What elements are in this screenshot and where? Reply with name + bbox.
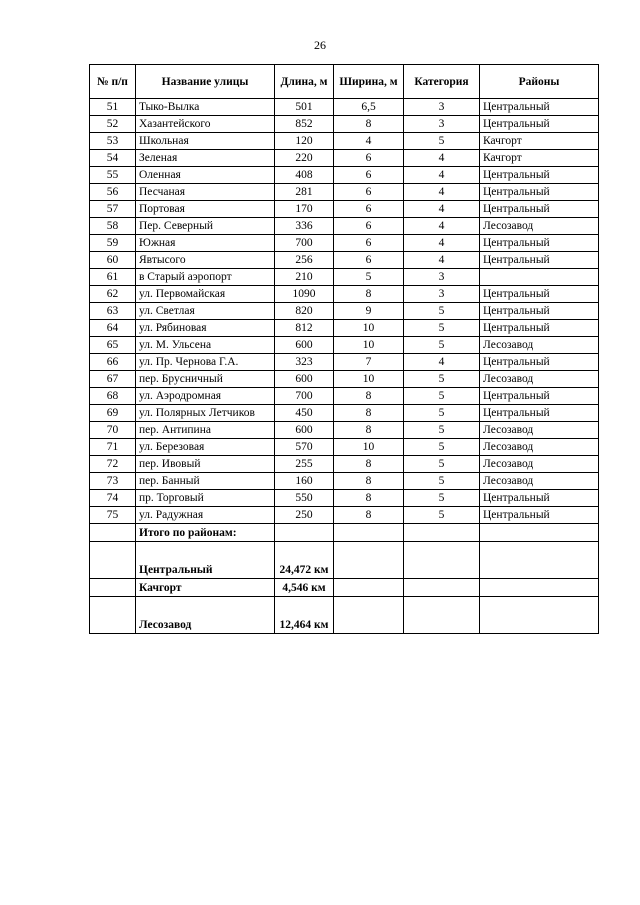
- summary-length: 24,472 км: [275, 542, 334, 579]
- cell-district: Качгорт: [480, 150, 599, 167]
- empty-cell: [334, 579, 404, 597]
- table-row: [90, 507, 599, 524]
- cell-category: 5: [404, 320, 480, 337]
- cell-district: Лесозавод: [480, 439, 599, 456]
- cell-street-name: ул. Пр. Чернова Г.А.: [136, 354, 275, 371]
- cell-length: 256: [275, 252, 334, 269]
- cell-number: 63: [90, 303, 136, 320]
- empty-cell: [480, 597, 599, 634]
- table-row: [90, 167, 599, 184]
- empty-cell: [404, 597, 480, 634]
- cell-width: 6: [334, 201, 404, 218]
- cell-length: 600: [275, 422, 334, 439]
- cell-length: 170: [275, 201, 334, 218]
- cell-number: 64: [90, 320, 136, 337]
- table-header-row: [90, 65, 599, 99]
- cell-width: 4: [334, 133, 404, 150]
- cell-number: 52: [90, 116, 136, 133]
- cell-district: Лесозавод: [480, 218, 599, 235]
- table-row: [90, 320, 599, 337]
- empty-cell: [404, 542, 480, 579]
- cell-district: Лесозавод: [480, 456, 599, 473]
- cell-street-name: ул. Первомайская: [136, 286, 275, 303]
- cell-street-name: Хазантейского: [136, 116, 275, 133]
- cell-number: 54: [90, 150, 136, 167]
- cell-district: Центральный: [480, 184, 599, 201]
- cell-number: 66: [90, 354, 136, 371]
- cell-category: 4: [404, 252, 480, 269]
- cell-width: 8: [334, 456, 404, 473]
- cell-width: 8: [334, 286, 404, 303]
- table-row: [90, 303, 599, 320]
- table-row: [90, 456, 599, 473]
- cell-number: 69: [90, 405, 136, 422]
- table-row: [90, 150, 599, 167]
- cell-category: 5: [404, 456, 480, 473]
- cell-length: 336: [275, 218, 334, 235]
- cell-category: 5: [404, 422, 480, 439]
- cell-category: 5: [404, 371, 480, 388]
- table-row: [90, 354, 599, 371]
- cell-district: Центральный: [480, 490, 599, 507]
- table-row: [90, 422, 599, 439]
- cell-district: Лесозавод: [480, 422, 599, 439]
- header-street-name: Название улицы: [136, 65, 275, 99]
- cell-length: 160: [275, 473, 334, 490]
- cell-width: 10: [334, 320, 404, 337]
- cell-district: Качгорт: [480, 133, 599, 150]
- summary-title: Итого по районам:: [136, 524, 275, 542]
- cell-width: 8: [334, 473, 404, 490]
- empty-cell: [90, 597, 136, 634]
- cell-length: 408: [275, 167, 334, 184]
- cell-width: 8: [334, 388, 404, 405]
- empty-cell: [334, 597, 404, 634]
- cell-district: Центральный: [480, 99, 599, 116]
- table-row: [90, 218, 599, 235]
- cell-number: 73: [90, 473, 136, 490]
- cell-width: 8: [334, 422, 404, 439]
- cell-category: 4: [404, 150, 480, 167]
- streets-table: [89, 64, 599, 634]
- summary-row: [90, 597, 599, 634]
- cell-width: 6: [334, 252, 404, 269]
- table-row: [90, 337, 599, 354]
- table-row: [90, 201, 599, 218]
- summary-row: [90, 579, 599, 597]
- cell-length: 700: [275, 388, 334, 405]
- cell-district: Центральный: [480, 116, 599, 133]
- cell-width: 10: [334, 371, 404, 388]
- cell-street-name: ул. Радужная: [136, 507, 275, 524]
- cell-district: Центральный: [480, 354, 599, 371]
- summary-district: Центральный: [136, 542, 275, 579]
- cell-length: 700: [275, 235, 334, 252]
- empty-cell: [334, 524, 404, 542]
- cell-width: 8: [334, 405, 404, 422]
- cell-number: 57: [90, 201, 136, 218]
- cell-street-name: Зеленая: [136, 150, 275, 167]
- cell-street-name: Тыко-Вылка: [136, 99, 275, 116]
- summary-length: 12,464 км: [275, 597, 334, 634]
- table-row: [90, 286, 599, 303]
- cell-category: 5: [404, 337, 480, 354]
- cell-district: Лесозавод: [480, 337, 599, 354]
- cell-street-name: ул. М. Ульсена: [136, 337, 275, 354]
- empty-cell: [480, 542, 599, 579]
- cell-width: 7: [334, 354, 404, 371]
- empty-cell: [480, 524, 599, 542]
- cell-street-name: ул. Светлая: [136, 303, 275, 320]
- cell-width: 8: [334, 116, 404, 133]
- table-row: [90, 269, 599, 286]
- cell-district: Центральный: [480, 201, 599, 218]
- table-row: [90, 184, 599, 201]
- header-category: Категория: [404, 65, 480, 99]
- cell-number: 62: [90, 286, 136, 303]
- empty-cell: [480, 579, 599, 597]
- cell-length: 1090: [275, 286, 334, 303]
- cell-length: 210: [275, 269, 334, 286]
- cell-length: 812: [275, 320, 334, 337]
- summary-length: 4,546 км: [275, 579, 334, 597]
- cell-street-name: пер. Брусничный: [136, 371, 275, 388]
- cell-length: 570: [275, 439, 334, 456]
- table-row: [90, 473, 599, 490]
- cell-number: 53: [90, 133, 136, 150]
- cell-district: Центральный: [480, 303, 599, 320]
- cell-number: 67: [90, 371, 136, 388]
- cell-width: 6,5: [334, 99, 404, 116]
- cell-number: 75: [90, 507, 136, 524]
- cell-street-name: пер. Банный: [136, 473, 275, 490]
- cell-length: 281: [275, 184, 334, 201]
- cell-length: 120: [275, 133, 334, 150]
- table-row: [90, 490, 599, 507]
- cell-category: 5: [404, 507, 480, 524]
- cell-number: 59: [90, 235, 136, 252]
- table-row: [90, 235, 599, 252]
- cell-district: Центральный: [480, 405, 599, 422]
- cell-width: 6: [334, 150, 404, 167]
- cell-district: Центральный: [480, 320, 599, 337]
- cell-width: 8: [334, 490, 404, 507]
- cell-street-name: Оленная: [136, 167, 275, 184]
- table-body: [90, 99, 599, 634]
- cell-width: 6: [334, 218, 404, 235]
- cell-district: Лесозавод: [480, 473, 599, 490]
- cell-street-name: пер. Антипина: [136, 422, 275, 439]
- cell-length: 250: [275, 507, 334, 524]
- empty-cell: [90, 579, 136, 597]
- cell-street-name: в Старый аэропорт: [136, 269, 275, 286]
- cell-length: 501: [275, 99, 334, 116]
- cell-category: 3: [404, 286, 480, 303]
- cell-length: 255: [275, 456, 334, 473]
- cell-street-name: Южная: [136, 235, 275, 252]
- cell-district: Лесозавод: [480, 371, 599, 388]
- cell-category: 5: [404, 133, 480, 150]
- cell-length: 600: [275, 337, 334, 354]
- cell-number: 68: [90, 388, 136, 405]
- table-row: [90, 371, 599, 388]
- cell-category: 5: [404, 439, 480, 456]
- cell-width: 9: [334, 303, 404, 320]
- cell-number: 65: [90, 337, 136, 354]
- cell-number: 60: [90, 252, 136, 269]
- cell-width: 5: [334, 269, 404, 286]
- cell-length: 550: [275, 490, 334, 507]
- cell-category: 3: [404, 116, 480, 133]
- cell-number: 71: [90, 439, 136, 456]
- header-number: № п/п: [90, 65, 136, 99]
- empty-cell: [275, 524, 334, 542]
- cell-category: 4: [404, 201, 480, 218]
- cell-category: 4: [404, 235, 480, 252]
- cell-street-name: пер. Ивовый: [136, 456, 275, 473]
- table-row: [90, 405, 599, 422]
- cell-category: 5: [404, 405, 480, 422]
- cell-width: 6: [334, 167, 404, 184]
- cell-category: 5: [404, 388, 480, 405]
- cell-street-name: ул. Полярных Летчиков: [136, 405, 275, 422]
- cell-district: Центральный: [480, 235, 599, 252]
- cell-number: 72: [90, 456, 136, 473]
- cell-number: 70: [90, 422, 136, 439]
- cell-number: 51: [90, 99, 136, 116]
- cell-length: 852: [275, 116, 334, 133]
- summary-district: Качгорт: [136, 579, 275, 597]
- cell-district: [480, 269, 599, 286]
- cell-number: 58: [90, 218, 136, 235]
- cell-length: 323: [275, 354, 334, 371]
- cell-length: 220: [275, 150, 334, 167]
- cell-category: 5: [404, 473, 480, 490]
- header-length: Длина, м: [275, 65, 334, 99]
- cell-number: 56: [90, 184, 136, 201]
- cell-district: Центральный: [480, 388, 599, 405]
- summary-title-row: [90, 524, 599, 542]
- cell-street-name: пр. Торговый: [136, 490, 275, 507]
- cell-street-name: ул. Рябиновая: [136, 320, 275, 337]
- table-row: [90, 439, 599, 456]
- cell-street-name: Школьная: [136, 133, 275, 150]
- cell-width: 6: [334, 184, 404, 201]
- empty-cell: [404, 524, 480, 542]
- cell-category: 5: [404, 490, 480, 507]
- cell-street-name: ул. Аэродромная: [136, 388, 275, 405]
- cell-street-name: ул. Березовая: [136, 439, 275, 456]
- cell-street-name: Пер. Северный: [136, 218, 275, 235]
- table-row: [90, 116, 599, 133]
- cell-district: Центральный: [480, 167, 599, 184]
- cell-number: 61: [90, 269, 136, 286]
- cell-width: 10: [334, 337, 404, 354]
- empty-cell: [334, 542, 404, 579]
- cell-category: 4: [404, 354, 480, 371]
- cell-number: 55: [90, 167, 136, 184]
- cell-category: 4: [404, 167, 480, 184]
- cell-category: 5: [404, 303, 480, 320]
- cell-width: 8: [334, 507, 404, 524]
- table-row: [90, 133, 599, 150]
- cell-district: Центральный: [480, 507, 599, 524]
- cell-category: 3: [404, 269, 480, 286]
- cell-category: 4: [404, 184, 480, 201]
- table-row: [90, 388, 599, 405]
- cell-length: 600: [275, 371, 334, 388]
- empty-cell: [404, 579, 480, 597]
- cell-street-name: Явтысого: [136, 252, 275, 269]
- cell-category: 4: [404, 218, 480, 235]
- cell-category: 3: [404, 99, 480, 116]
- table-row: [90, 252, 599, 269]
- cell-length: 450: [275, 405, 334, 422]
- cell-street-name: Портовая: [136, 201, 275, 218]
- summary-district: Лесозавод: [136, 597, 275, 634]
- cell-length: 820: [275, 303, 334, 320]
- table-row: [90, 99, 599, 116]
- cell-district: Центральный: [480, 286, 599, 303]
- cell-width: 10: [334, 439, 404, 456]
- cell-street-name: Песчаная: [136, 184, 275, 201]
- empty-cell: [90, 524, 136, 542]
- header-width: Ширина, м: [334, 65, 404, 99]
- cell-number: 74: [90, 490, 136, 507]
- cell-width: 6: [334, 235, 404, 252]
- header-district: Районы: [480, 65, 599, 99]
- summary-row: [90, 542, 599, 579]
- empty-cell: [90, 542, 136, 579]
- page-number: 26: [314, 38, 326, 52]
- cell-district: Центральный: [480, 252, 599, 269]
